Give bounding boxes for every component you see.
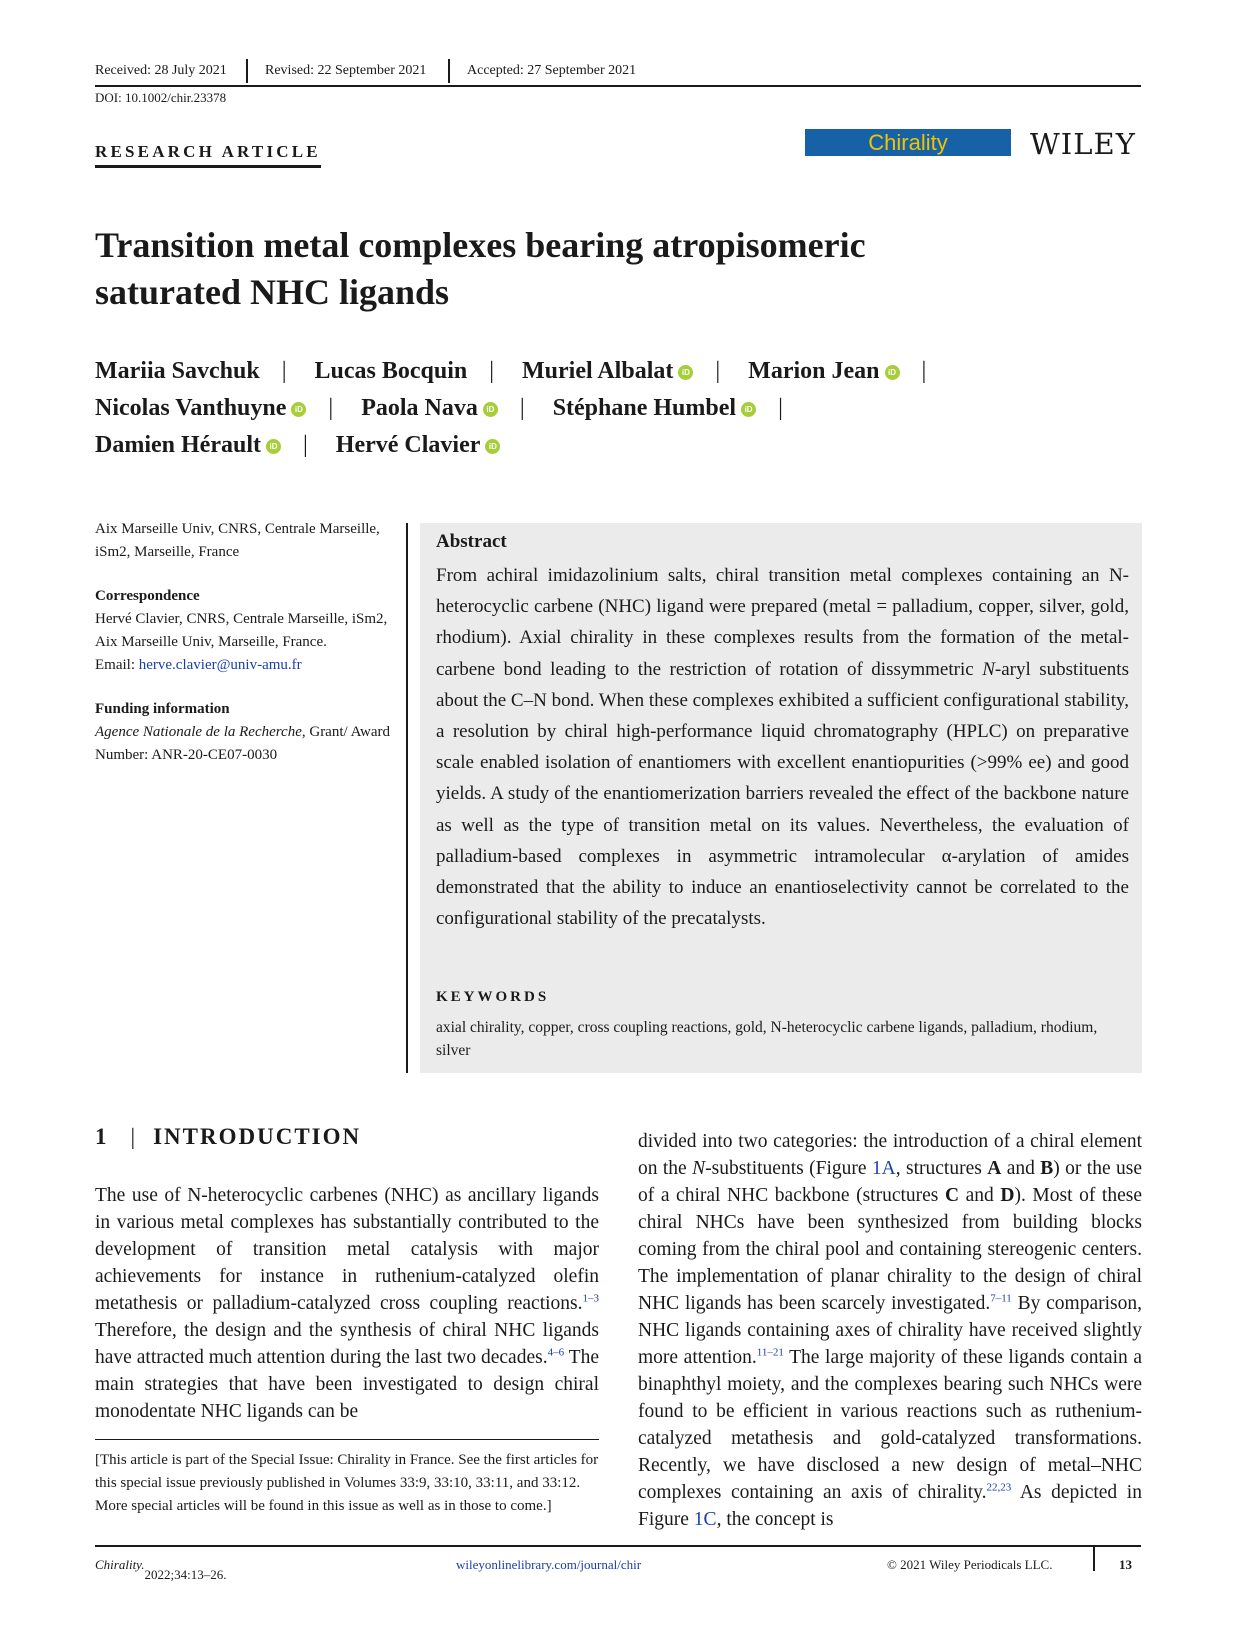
- author-name: Hervé Clavier: [335, 432, 481, 458]
- figure-link[interactable]: 1C: [693, 1509, 717, 1530]
- page-number: 13: [1119, 1557, 1132, 1572]
- intro-right-column: divided into two categories: the introduction of a chiral element on the N-substituents (Figure 1A, structures A and B) or the use of a chiral NHC backbone (structures C and D). Most of these chiral NHCs have been synthesized from building blocks coming from the chiral pool and containing stereogenic centers. The implementation of planar chirality to the design of chiral NHC ligands has been scarcely investigated.$^{7-11}$ By comparison, NHC ligands containing axes of chirality have received slightly more attention.$^{11-21}$ The large majority of these ligands contain a binaphthyl moiety, and the complexes bearing such NHCs were found to be efficient in various reactions such as ruthenium-catalyzed metathesis and gold-catalyzed transformations. Recently, we have disclosed a new design of metal–NHC complexes containing an axis of chirality.$^{22,23}$ As depicted in Figure 1C, the concept is: [638, 1131, 1143, 1530]
- abstract-text: From achiral imidazolinium salts, chiral transition metal complexes containing an N-heterocyclic carbene (NHC) ligand were prepared (metal = palladium, copper, silver, gold, rhodium). Axial chirality in these complexes results from the formation of the metal-carbene bond leading to the restriction of rotation of dissymmetric N-aryl substituents about the C–N bond. When these complexes exhibited a sufficient configurational stability, a resolution by chiral high-performance liquid chromatography (HPLC) on preparative scale enabled isolation of enantiomers with excellent enantiopurities (>99% ee) and good yields. A study of the enantiomerization barriers revealed the effect of the backbone nature as well as the type of transition metal on its values. Nevertheless, the evaluation of palladium-based complexes in asymmetric intramolecular α-arylation of amides demonstrated that the ability to induce an enantioselectivity cannot be correlated to the configurational stability of the precatalysts.: [436, 565, 1129, 930]
- orcid-icon[interactable]: iD: [291, 402, 306, 417]
- funding-heading: Funding information: [95, 701, 230, 717]
- orcid-icon[interactable]: iD: [266, 439, 281, 454]
- author-name: Nicolas Vanthuyne: [95, 395, 287, 421]
- author-name: Lucas Bocquin: [314, 358, 468, 384]
- divider: [406, 523, 408, 1073]
- page-footer: [95, 1545, 1141, 1582]
- page-title: Transition metal complexes bearing atropisomeric saturated NHC ligands: [95, 225, 866, 312]
- revised-date: Revised: 22 September 2021: [265, 63, 427, 78]
- figure-link[interactable]: 1A: [871, 1158, 896, 1179]
- accepted-date: Accepted: 27 September 2021: [467, 63, 637, 78]
- author-name: Stéphane Humbel: [552, 395, 737, 421]
- received-date: Received: 28 July 2021: [95, 63, 227, 78]
- copyright: © 2021 Wiley Periodicals LLC.: [887, 1557, 1053, 1572]
- divider: [448, 59, 450, 83]
- keywords-list: axial chirality, copper, cross coupling reactions, gold, N-heterocyclic carbene ligands, palladium, rhodium, silver: [436, 1019, 1098, 1059]
- journal-url-link[interactable]: wileyonlinelibrary.com/journal/chir: [456, 1557, 642, 1572]
- citation-link[interactable]: 7–11: [990, 1292, 1012, 1305]
- divider: [1093, 1547, 1095, 1571]
- intro-left-column: The use of N-heterocyclic carbenes (NHC) as ancillary ligands in various metal complexes has substantially contributed to the development of transition metal catalysis with major achievements for instance in ruthenium-catalyzed olefin metathesis or palladium-catalyzed cross coupling reactions.$^{1-3}$ Therefore, the design and the synthesis of chiral NHC ligands have attracted much attention during the last two decades.$^{4-6}$ The main strategies that have been investigated to design chiral monodentate NHC ligands can be: [95, 1185, 599, 1422]
- author-info-column: [95, 518, 395, 767]
- orcid-icon[interactable]: iD: [678, 365, 693, 380]
- article-dates-bar: [95, 59, 1141, 87]
- affiliation: Aix Marseille Univ, CNRS, Centrale Marseille, iSm2, Marseille, France: [95, 521, 380, 560]
- special-issue-note: [This article is part of the Special Issue: Chirality in France. See the first articles for this special issue previously published in Volumes 33:9, 33:10, 33:11, and 33:12. More special articles will be found in this issue as well as in those to come.]: [95, 1439, 599, 1518]
- email-link[interactable]: herve.clavier@univ-amu.fr: [138, 657, 302, 673]
- abstract-heading: Abstract: [436, 531, 507, 552]
- doi: DOI: 10.1002/chir.23378: [95, 90, 227, 105]
- funding-text: Agence Nationale de la Recherche, Grant/ Award Number: ANR-20-CE07-0030: [95, 724, 391, 763]
- correspondence-text: Hervé Clavier, CNRS, Centrale Marseille, iSm2, Aix Marseille Univ, Marseille, France.: [95, 611, 388, 650]
- footer-citation: Chirality. 2022;34:13–26.: [95, 1557, 227, 1582]
- orcid-icon[interactable]: iD: [485, 439, 500, 454]
- citation-link[interactable]: 1–3: [582, 1292, 599, 1305]
- section-heading: 1 | INTRODUCTION: [95, 1124, 362, 1149]
- correspondence-heading: Correspondence: [95, 588, 200, 604]
- journal-logo: Chirality: [805, 129, 1011, 156]
- author-name: Marion Jean: [748, 358, 880, 384]
- keywords-heading: KEYWORDS: [436, 989, 550, 1005]
- divider: [246, 59, 248, 83]
- orcid-icon[interactable]: iD: [741, 402, 756, 417]
- author-name: Muriel Albalat: [522, 358, 674, 384]
- citation-link[interactable]: 4–6: [547, 1346, 565, 1359]
- citation-link[interactable]: 22,23: [986, 1481, 1012, 1494]
- author-name: Mariia Savchuk: [95, 358, 260, 384]
- email-line: Email: herve.clavier@univ-amu.fr: [95, 657, 302, 673]
- author-name: Damien Hérault: [95, 432, 261, 458]
- article-type: RESEARCH ARTICLE: [95, 142, 321, 168]
- author-name: Paola Nava: [361, 395, 478, 421]
- orcid-icon[interactable]: iD: [885, 365, 900, 380]
- orcid-icon[interactable]: iD: [483, 402, 498, 417]
- publisher-logo: WILEY: [1030, 127, 1136, 161]
- citation-link[interactable]: 11–21: [756, 1346, 784, 1359]
